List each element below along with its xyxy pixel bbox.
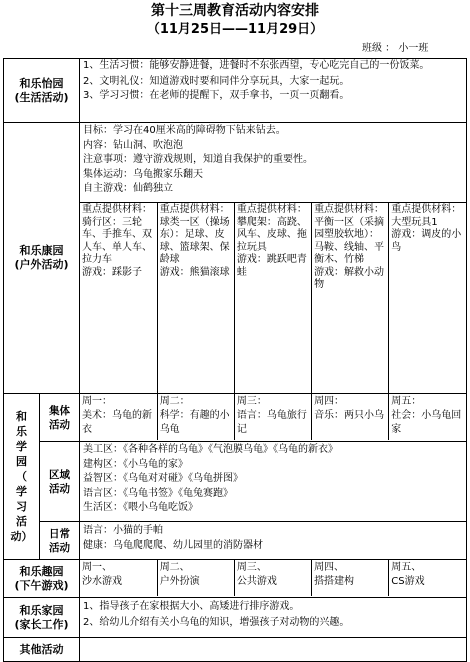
- fun-days: [80, 560, 467, 598]
- outdoor-line: 自主游戏：仙鹤独立: [83, 183, 173, 195]
- daily-activity-content: [80, 522, 467, 560]
- life-section-label: 和乐怡园 (生活活动): [4, 59, 80, 123]
- other-section-label: 其他活动: [4, 638, 80, 662]
- family-line: 2、给幼儿介绍有关小乌龟的知识，增强孩子对动物的兴趣。: [83, 617, 350, 628]
- outdoor-section-label: 和乐康园 (户外活动): [4, 123, 80, 394]
- fun-day: 周五、 CS游戏: [391, 562, 425, 587]
- group-activity-label: 集体 活动: [40, 394, 80, 442]
- fun-day: 周二、 户外扮演: [157, 560, 234, 596]
- area-activity-label: 区域 活动: [40, 442, 80, 522]
- area-line: 美工区：《各种各样的乌龟》《气泡膜乌龟》《乌龟的新衣》: [83, 444, 338, 455]
- daily-line: 语言：小猫的手帕: [83, 525, 163, 536]
- area-activity-content: [80, 442, 467, 522]
- class-label: 班级 ： 小一班: [362, 43, 429, 54]
- fun-day: 周三、 公共游戏: [234, 560, 311, 596]
- outdoor-line: 内容：钻山洞、吹泡泡: [83, 139, 183, 151]
- outdoor-material-col: 重点提供材料：平衡一区（采摘园塑胶软地）：马鞍、线轴、平衡木、竹梯 游戏：解救小动物: [312, 203, 389, 393]
- life-line: 1、生活习惯：能够安静进餐，进餐时不东张西望，专心吃完自己的一份饭菜。: [83, 60, 430, 71]
- daily-line: 健康：乌龟爬爬爬、幼儿园里的消防器材: [83, 540, 263, 551]
- group-day: 周三： 语言：乌龟旅行记: [234, 394, 311, 440]
- group-day: 周四： 音乐：两只小乌: [312, 394, 389, 440]
- fun-day: 周一、 沙水游戏: [82, 562, 122, 587]
- group-day: 周二： 科学：有趣的小乌龟: [157, 394, 234, 440]
- study-section-label: 和 乐 学 园 （ 学 习 活 动）: [4, 394, 40, 560]
- outdoor-material-col: 重点提供材料：攀爬架：高跷、风车、皮球、拖拉玩具 游戏：跳跃吧青蛙: [234, 203, 311, 393]
- page-title: 第十三周教育活动内容安排: [151, 3, 319, 19]
- outdoor-material-col: 重点提供材料：骑行区：三轮车、手推车、双人车、单人车、拉力车 游戏：踩影子: [80, 203, 157, 393]
- outdoor-materials: [80, 203, 466, 393]
- outdoor-line: 目标：学习在40厘米高的障碍物下钻来钻去。: [83, 125, 286, 136]
- life-line: 3、学习习惯：在老师的提醒下，双手拿书，一页一页翻看。: [83, 90, 350, 101]
- schedule-table: [3, 58, 467, 662]
- outdoor-material-col: 重点提供材料：大型玩具1 游戏：调皮的小鸟: [389, 203, 466, 393]
- family-content: [80, 598, 467, 638]
- outdoor-content: [80, 123, 467, 394]
- life-content: [80, 59, 467, 123]
- family-section-label: 和乐家园 (家长工作): [4, 598, 80, 638]
- date-range: （11月25日——11月29日）: [146, 22, 324, 37]
- group-day: 周五： 社会：小乌龟回家: [391, 396, 462, 435]
- other-content: [80, 638, 467, 662]
- area-line: 语言区：《乌龟书签》《龟兔赛跑》: [83, 487, 233, 499]
- area-line: 益智区：《乌龟对对碰》《乌龟拼图》: [83, 473, 243, 484]
- family-line: 1、指导孩子在家根据大小、高矮进行排序游戏。: [83, 601, 300, 612]
- outdoor-line: 集体运动：乌龟搬家乐翻天: [83, 168, 203, 180]
- fun-section-label: 和乐趣园 (下午游戏): [4, 560, 80, 598]
- group-day: 周一： 美术：乌龟的新衣: [82, 396, 152, 435]
- daily-activity-label: 日常 活动: [40, 522, 80, 560]
- area-line: 生活区：《喂小乌龟吃饭》: [83, 502, 198, 513]
- outdoor-material-col: 重点提供材料：球类一区（操场东）：足球、皮球、篮球架、保龄球 游戏：熊猫滚球: [157, 203, 234, 393]
- outdoor-line: 注意事项：遵守游戏规则，知道自我保护的重要性。: [83, 154, 313, 166]
- group-activity-days: [80, 394, 467, 442]
- life-line: 2、文明礼仪：知道游戏时要和同伴分享玩具，大家一起玩。: [83, 76, 350, 87]
- fun-day: 周四、 搭搭建构: [312, 560, 389, 596]
- area-line: 建构区：《小乌龟的家》: [83, 458, 188, 470]
